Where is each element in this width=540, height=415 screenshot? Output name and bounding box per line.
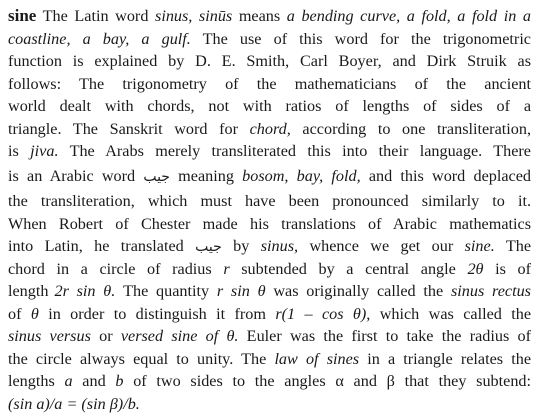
text-run-italic: versed sine of θ.: [120, 327, 239, 346]
text-run: chord in a circle of radius: [8, 259, 224, 278]
text-run-italic: bosom, bay, fold,: [242, 167, 361, 186]
text-line-8: [8, 165, 531, 188]
text-run: is of: [483, 259, 531, 278]
arabic-word: جيب: [195, 239, 222, 256]
text-run-italic: 2θ: [467, 259, 484, 278]
text-run: lengths: [8, 372, 65, 391]
text-run-italic: a bending curve, a fold, a fold in a: [286, 7, 531, 25]
text-run-italic: sinus,: [260, 237, 299, 256]
text-run: and: [72, 372, 116, 391]
text-run: The quantity: [115, 282, 217, 301]
text-run-italic: 2r sin θ.: [54, 282, 116, 301]
text-line-15: [8, 325, 531, 348]
text-run: The: [494, 237, 531, 256]
text-run: whence we get our: [298, 237, 465, 256]
text-run: When Robert of Chester made his translations of Arabic mathematics: [8, 214, 531, 233]
text-run: function is explained by D. E. Smith, Carl Boyer, and Dirk Struik as: [8, 52, 531, 70]
headword: sine: [8, 6, 37, 25]
text-run-italic: sinus, sinūs: [155, 7, 233, 25]
text-run-italic: law of sines: [274, 349, 360, 368]
text-run-italic: coastline, a bay, a gulf.: [8, 29, 191, 48]
text-run-italic: sinus rectus: [450, 282, 531, 301]
text-line-17: [8, 370, 531, 393]
text-line-13: [8, 280, 531, 303]
text-run-italic: a: [64, 372, 73, 391]
text-line-4: [8, 73, 531, 96]
text-run-italic: θ: [30, 304, 39, 323]
text-run: and this word deplaced: [360, 167, 531, 186]
text-line-14: [8, 303, 531, 326]
text-run: subtended by a central angle: [229, 259, 468, 278]
text-run-italic: sine.: [464, 237, 495, 256]
text-run: means: [232, 7, 287, 25]
text-run: in order to distinguish it from: [38, 304, 276, 323]
text-run: or: [90, 327, 121, 346]
text-run: which was called the: [370, 304, 531, 323]
text-run: The Arabs merely transliterated this into their language. There: [58, 142, 531, 160]
text-run: The use of this word for the trigonometric: [190, 29, 531, 48]
text-line-9: [8, 190, 531, 213]
text-line-6: [8, 118, 531, 141]
text-run-italic: jiva.: [30, 142, 59, 160]
text-run-italic: r sin θ: [216, 282, 266, 301]
text-run-italic: (sin a)/a = (sin β)/b.: [8, 394, 140, 413]
text-run: into Latin, he translated: [8, 237, 196, 256]
text-line-18: [8, 393, 531, 415]
text-run-italic: chord,: [249, 119, 291, 138]
text-run: Euler was the first to take the radius of: [238, 327, 531, 346]
text-run-italic: r: [223, 259, 230, 278]
arabic-word: جيب: [143, 169, 170, 186]
text-run: length: [8, 282, 49, 301]
text-run: is: [8, 142, 31, 160]
text-line-3: [8, 50, 531, 73]
text-run: by: [221, 237, 261, 256]
text-run: meaning: [169, 167, 243, 186]
text-run: world dealt with chords, not with ratios of lengths of sides of a: [8, 97, 531, 115]
text-line-10: [8, 213, 531, 236]
text-run: according to one transliteration,: [290, 119, 531, 138]
text-run: the circle always equal to unity. The: [8, 349, 275, 368]
text-run: The Latin word: [36, 7, 156, 25]
text-run-italic: r(1 – cos θ),: [275, 304, 371, 323]
text-run: of two sides to the angles α and β that they subtend:: [123, 372, 531, 391]
text-line-16: [8, 348, 531, 371]
text-run-italic: sinus versus: [8, 327, 91, 346]
text-run: the transliteration, which must have been pronounced similarly to it.: [8, 192, 531, 211]
text-run: follows: The trigonometry of the mathematicians of the ancient: [8, 74, 531, 93]
text-line-7: [8, 140, 531, 163]
text-run-italic: b: [115, 372, 124, 391]
text-line-1: [8, 5, 531, 28]
text-run: is an Arabic word: [8, 167, 144, 186]
text-run: triangle. The Sanskrit word for: [8, 119, 250, 138]
text-line-12: [8, 258, 531, 281]
text-line-11: [8, 235, 531, 258]
text-run: of: [8, 304, 31, 323]
text-run: in a triangle relates the: [359, 349, 531, 368]
text-line-2: [8, 28, 531, 51]
text-line-5: [8, 95, 531, 118]
text-run: was originally called the: [265, 282, 451, 301]
